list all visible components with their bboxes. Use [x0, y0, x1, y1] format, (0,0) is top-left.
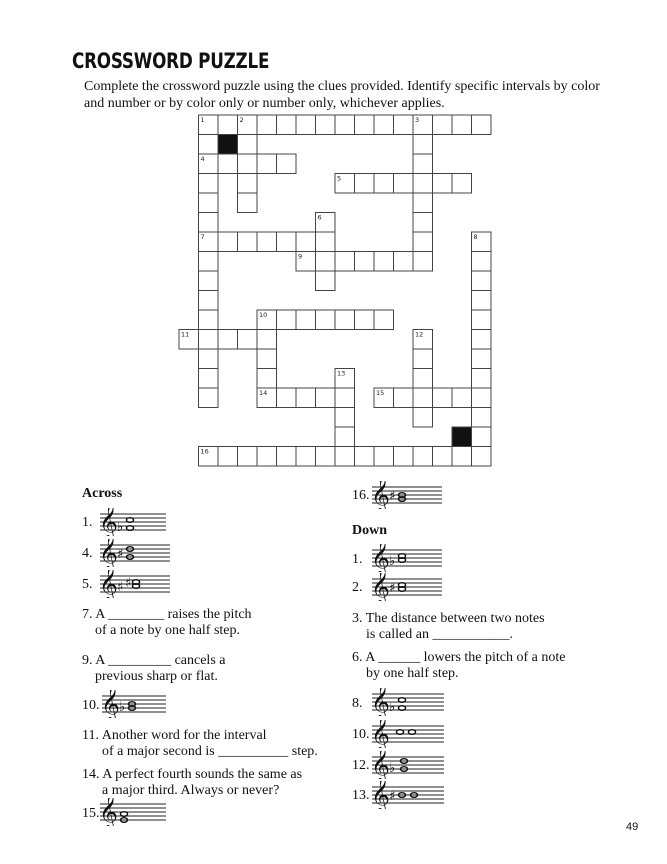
crossword-cell[interactable]	[452, 388, 472, 408]
crossword-cell[interactable]	[335, 408, 355, 428]
crossword-cell[interactable]	[452, 447, 472, 467]
crossword-clue-number: 9	[298, 252, 303, 261]
crossword-cell[interactable]	[472, 447, 492, 467]
treble-clef-icon: 𝄞	[100, 570, 118, 598]
crossword-cell[interactable]	[374, 310, 394, 330]
crossword-cell[interactable]	[277, 154, 297, 174]
staff-lines	[102, 690, 166, 718]
treble-clef-icon: 𝄞	[100, 508, 118, 536]
whole-note-icon	[126, 518, 133, 523]
crossword-clue-number: 15	[376, 389, 385, 397]
down-clue-13: 13.	[352, 788, 370, 803]
down-8-staff	[372, 688, 444, 721]
flat-sign-icon: ♭	[389, 554, 396, 569]
crossword-cell[interactable]	[413, 388, 433, 408]
crossword-cell[interactable]	[238, 193, 258, 213]
across-clue-14: 14. A perfect fourth sounds the same as a major third. Always or never?	[82, 767, 303, 798]
crossword-cell[interactable]	[335, 447, 355, 467]
crossword-cell[interactable]	[413, 213, 433, 233]
crossword-black-cell	[452, 427, 472, 447]
page-title: CROSSWORD PUZZLE	[72, 49, 270, 73]
across-clue-15: 15.	[82, 806, 100, 821]
crossword-cell[interactable]	[472, 115, 492, 135]
flat-sign-icon: ♭	[389, 700, 396, 715]
whole-note-icon	[408, 730, 415, 735]
down-clue-1: 1.	[352, 552, 363, 567]
crossword-cell[interactable]	[472, 369, 492, 389]
sharp-sign-icon: ♯	[125, 576, 132, 591]
crossword-cell[interactable]	[452, 174, 472, 194]
crossword-clue-number: 16	[200, 447, 209, 456]
crossword-cell[interactable]	[199, 369, 219, 389]
crossword-cell[interactable]	[296, 115, 316, 135]
crossword-cell[interactable]	[316, 388, 336, 408]
treble-clef-icon: 𝄞	[372, 688, 390, 716]
crossword-cell[interactable]	[218, 447, 238, 467]
crossword-cell[interactable]	[257, 232, 277, 252]
crossword-cell[interactable]	[472, 271, 492, 291]
crossword-cell[interactable]	[218, 154, 238, 174]
crossword-cell[interactable]	[199, 330, 219, 350]
crossword-clue-number: 7	[200, 233, 205, 241]
across-16-staff	[372, 481, 442, 514]
staff-lines	[100, 508, 166, 536]
crossword-cell[interactable]	[257, 447, 277, 467]
whole-note-icon	[398, 706, 405, 711]
crossword-cell[interactable]	[394, 447, 414, 467]
crossword-cell[interactable]	[413, 193, 433, 213]
crossword-cell[interactable]	[218, 232, 238, 252]
crossword-cell[interactable]	[257, 115, 277, 135]
down-clue-3: 3. The distance between two notes is called an ___________.	[352, 611, 545, 642]
crossword-cell[interactable]	[238, 447, 258, 467]
crossword-cell[interactable]	[413, 369, 433, 389]
crossword-cell[interactable]	[277, 447, 297, 467]
crossword-clue-number: 12	[415, 330, 424, 339]
crossword-cell[interactable]	[472, 388, 492, 408]
crossword-clue-number: 14	[259, 389, 268, 397]
treble-clef-icon: 𝄞	[100, 798, 118, 826]
flat-sign-icon: ♭	[389, 761, 396, 776]
crossword-cell[interactable]	[277, 232, 297, 252]
treble-clef-icon: 𝄞	[372, 751, 390, 779]
treble-clef-icon: 𝄞	[372, 781, 390, 809]
staff-lines	[372, 481, 442, 509]
down-2-staff	[372, 573, 442, 606]
crossword-cell[interactable]	[316, 447, 336, 467]
down-clue-8: 8.	[352, 696, 363, 711]
page-number: 49	[626, 821, 639, 833]
crossword-cell[interactable]	[355, 310, 375, 330]
flat-sign-icon: ♭	[119, 700, 126, 715]
across-15-staff	[100, 798, 166, 831]
crossword-cell[interactable]	[238, 154, 258, 174]
crossword-cell[interactable]	[199, 213, 219, 233]
across-heading: Across	[82, 486, 123, 501]
crossword-cell[interactable]	[472, 291, 492, 311]
crossword-cell[interactable]	[413, 408, 433, 428]
crossword-cell[interactable]	[296, 388, 316, 408]
crossword-cell[interactable]	[199, 174, 219, 194]
crossword-cell[interactable]	[199, 291, 219, 311]
crossword-cell[interactable]	[277, 310, 297, 330]
crossword-cell[interactable]	[413, 252, 433, 272]
crossword-cell[interactable]	[413, 232, 433, 252]
crossword-cell[interactable]	[433, 447, 453, 467]
treble-clef-icon: 𝄞	[372, 544, 390, 572]
across-10-staff	[102, 690, 166, 723]
crossword-cell[interactable]	[394, 115, 414, 135]
down-heading: Down	[352, 523, 388, 538]
across-clue-4: 4.	[82, 546, 93, 561]
across-clue-10: 10.	[82, 698, 100, 713]
crossword-cell[interactable]	[199, 135, 219, 155]
crossword-cell[interactable]	[472, 427, 492, 447]
crossword-cell[interactable]	[394, 174, 414, 194]
crossword-clue-number: 4	[200, 155, 205, 163]
crossword-cell[interactable]	[199, 271, 219, 291]
crossword-cell[interactable]	[413, 154, 433, 174]
crossword-cell[interactable]	[257, 349, 277, 369]
whole-note-icon	[398, 698, 405, 703]
staff-lines	[372, 720, 444, 748]
crossword-clue-number: 10	[259, 311, 268, 319]
across-clue-7: 7. A ________ raises the pitch of a note by one half step.	[82, 607, 252, 638]
crossword-clue-number: 1	[200, 116, 205, 124]
whole-note-icon	[132, 580, 139, 585]
sharp-sign-icon: ♯	[389, 489, 396, 504]
crossword-cell[interactable]	[218, 330, 238, 350]
treble-clef-icon: 𝄞	[102, 690, 120, 718]
crossword-cell[interactable]	[394, 252, 414, 272]
crossword-black-cell	[218, 135, 238, 155]
crossword-cell[interactable]	[374, 252, 394, 272]
crossword-cell[interactable]	[413, 135, 433, 155]
crossword-cell[interactable]	[355, 447, 375, 467]
crossword-cell[interactable]	[257, 154, 277, 174]
crossword-clue-number: 8	[473, 233, 478, 241]
crossword-cell[interactable]	[374, 115, 394, 135]
crossword-cell[interactable]	[335, 252, 355, 272]
crossword-cell[interactable]	[335, 310, 355, 330]
down-12-staff	[372, 751, 444, 784]
across-5-staff	[100, 570, 170, 603]
whole-note-icon	[396, 730, 403, 735]
staff-lines	[372, 781, 444, 809]
crossword-cell[interactable]	[472, 310, 492, 330]
down-clue-2: 2.	[352, 580, 363, 595]
across-clue-11: 11. Another word for the interval of a major second is __________ step.	[82, 728, 318, 759]
crossword-cell[interactable]	[238, 232, 258, 252]
sharp-sign-icon: ♯	[389, 789, 396, 804]
down-13-staff	[372, 781, 444, 814]
crossword-cell[interactable]	[316, 232, 336, 252]
across-clue-16: 16.	[352, 488, 370, 503]
crossword-cell[interactable]	[413, 174, 433, 194]
crossword-cell[interactable]	[335, 388, 355, 408]
crossword-cell[interactable]	[433, 388, 453, 408]
crossword-cell[interactable]	[472, 408, 492, 428]
treble-clef-icon: 𝄞	[372, 720, 390, 748]
across-clue-5: 5.	[82, 577, 93, 592]
across-1-staff	[100, 508, 166, 541]
across-4-staff	[100, 539, 170, 572]
crossword-cell[interactable]	[257, 330, 277, 350]
crossword-cell[interactable]	[472, 349, 492, 369]
crossword-clue-number: 6	[317, 213, 322, 222]
staff-lines	[372, 751, 444, 779]
crossword-cell[interactable]	[199, 349, 219, 369]
crossword-cell[interactable]	[316, 271, 336, 291]
down-clue-10: 10.	[352, 727, 370, 742]
crossword-cell[interactable]	[238, 174, 258, 194]
flat-sign-icon: ♭	[117, 520, 124, 535]
crossword-cell[interactable]	[296, 447, 316, 467]
treble-clef-icon: 𝄞	[372, 573, 390, 601]
treble-clef-icon: 𝄞	[100, 539, 118, 567]
crossword-cell[interactable]	[413, 349, 433, 369]
crossword-cell[interactable]	[316, 310, 336, 330]
staff-lines	[372, 544, 442, 572]
crossword-cell[interactable]	[257, 369, 277, 389]
sharp-sign-icon: ♯	[117, 580, 124, 595]
whole-note-icon	[398, 583, 405, 588]
staff-lines	[372, 688, 444, 716]
crossword-clue-number: 5	[337, 174, 342, 183]
crossword-cell[interactable]	[355, 252, 375, 272]
crossword-cell[interactable]	[277, 388, 297, 408]
whole-note-icon	[398, 554, 405, 559]
staff-lines	[100, 798, 166, 826]
crossword-cell[interactable]	[472, 330, 492, 350]
crossword-clue-number: 2	[239, 116, 244, 124]
crossword-cell[interactable]	[374, 174, 394, 194]
crossword-cell[interactable]	[355, 115, 375, 135]
instructions: Complete the crossword puzzle using the clues provided. Identify specific intervals by color and number or by color only or number only, whichever applies.	[84, 79, 600, 111]
staff-lines	[372, 573, 442, 601]
crossword-cell[interactable]	[316, 115, 336, 135]
crossword-cell[interactable]	[199, 388, 219, 408]
staff-lines	[100, 539, 170, 567]
crossword-cell[interactable]	[413, 447, 433, 467]
crossword-cell[interactable]	[238, 330, 258, 350]
crossword-cell[interactable]	[394, 388, 414, 408]
crossword-cell[interactable]	[199, 252, 219, 272]
crossword-cell[interactable]	[199, 193, 219, 213]
crossword-cell[interactable]	[199, 310, 219, 330]
crossword-clue-number: 3	[415, 116, 420, 124]
crossword-cell[interactable]	[218, 115, 238, 135]
down-10-staff	[372, 720, 444, 753]
crossword-cell[interactable]	[335, 427, 355, 447]
staff-lines	[100, 570, 170, 598]
crossword-cell[interactable]	[452, 115, 472, 135]
treble-clef-icon: 𝄞	[372, 481, 390, 509]
crossword-cell[interactable]	[433, 174, 453, 194]
crossword-cell[interactable]	[316, 252, 336, 272]
crossword-clue-number: 11	[181, 330, 190, 339]
crossword-cell[interactable]	[472, 252, 492, 272]
crossword-cell[interactable]	[335, 115, 355, 135]
crossword-clue-number: 13	[337, 369, 346, 378]
across-clue-1: 1.	[82, 515, 93, 530]
whole-note-icon	[120, 812, 127, 817]
down-clue-12: 12.	[352, 758, 370, 773]
crossword-cell[interactable]	[238, 135, 258, 155]
sharp-sign-icon: ♯	[117, 547, 124, 562]
crossword-cell[interactable]	[374, 447, 394, 467]
across-clue-9: 9. A _________ cancels a previous sharp or flat.	[82, 653, 226, 684]
crossword-cell[interactable]	[277, 115, 297, 135]
crossword-cell[interactable]	[296, 232, 316, 252]
crossword-cell[interactable]	[296, 310, 316, 330]
crossword-cell[interactable]	[355, 174, 375, 194]
down-clue-6: 6. A ______ lowers the pitch of a note by one half step.	[352, 650, 566, 681]
sharp-sign-icon: ♯	[389, 581, 396, 596]
crossword-cell[interactable]	[433, 115, 453, 135]
whole-note-icon	[126, 526, 133, 531]
